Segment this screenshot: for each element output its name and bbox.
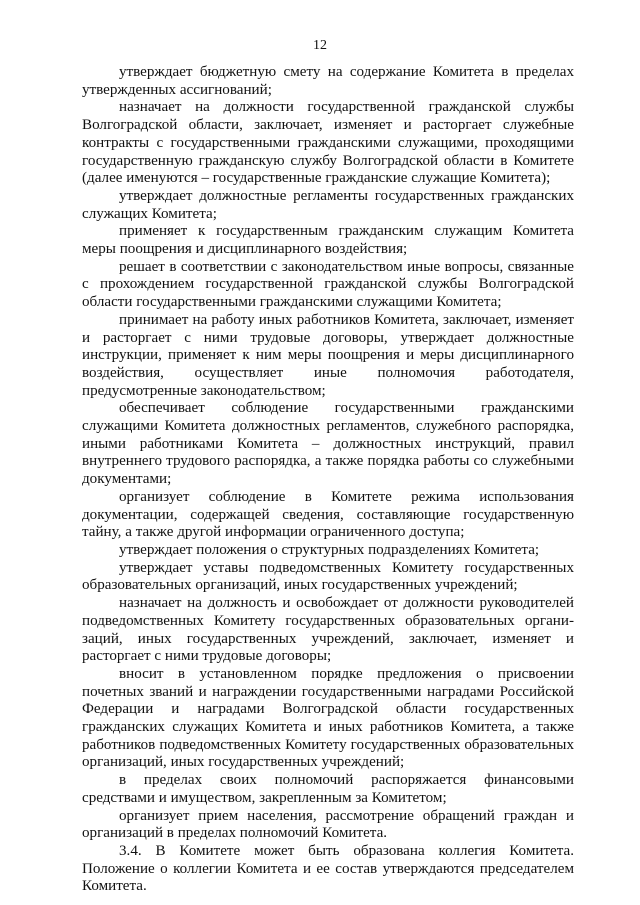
paragraph: организует соблюдение в Комитете режима использования документации, содержащей сведения, составляющие государственную тайну, а также другой информации ограниченного доступа; [82, 488, 574, 541]
paragraph: назначает на должность и освобождает от должности руководителей подведомственных Комитету государственных образовательных организаций, иных государственных учреждений, заключает, изменяет и расторгает с ними трудовые договоры; [82, 595, 574, 665]
paragraph: решает в соответствии с законодательством иные вопросы, связанные с прохождением государственной гражданской службы Волгоградской области государственными гражданскими служащими Комитета; [82, 258, 574, 311]
paragraph: утверждает положения о структурных подразделениях Комитета; [119, 541, 540, 558]
paragraph: утверждает уставы подведомственных Комитету государственных образовательных организаций, иных государственных учреждений; [82, 559, 574, 594]
paragraph: организует прием населения, рассмотрение обращений граждан и организаций в пределах полномочий Комитета. [82, 807, 574, 842]
page-number: 12 [313, 38, 327, 53]
paragraph: утверждает бюджетную смету на содержание Комитета в пределах утвержденных ассигнований; [82, 64, 574, 98]
paragraph: в пределах своих полномочий распоряжается финансовыми средствами и имуществом, закрепленным за Комитетом; [82, 772, 574, 806]
paragraph: принимает на работу иных работников Комитета, заключает, изменяет и расторгает с ними трудовые договоры, утверждает должностные инструкции, применяет к ним меры поощрения и меры дисциплинарного воздействия, осуществляет иные полномочия работодателя, предусмотренные законодательством; [82, 311, 574, 399]
paragraph: назначает на должности государственной гражданской службы Волгоградской области, заключает, изменяет и расторгает служебные контракты с государственными гражданскими служащими, проходящими государственную гражданскую службу Волгоградской области в Комитете (далее именуются – государственные гражданские служащие Комитета); [82, 99, 574, 187]
paragraph: вносит в установленном порядке предложения о присвоении почетных званий и награждении государственными наградами Российской Федерации и наградами Волгоградской области государственных гражданских служащих Комитета и иных работников Комитета, а также работников подведомственных Комитету государственных образовательных организаций, иных государственных учреждений; [82, 665, 574, 771]
paragraph: обеспечивает соблюдение государственными гражданскими служащими Комитета должностных регламентов, служебного распорядка, иными работниками Комитета – должностных инструкций, правил внутреннего трудового распорядка, а также порядка работы со служебными документами; [82, 400, 574, 488]
paragraph: применяет к государственным гражданским служащим Комитета меры поощрения и дисциплинарного воздействия; [82, 223, 574, 258]
paragraph: утверждает должностные регламенты государственных гражданских служащих Комитета; [82, 187, 574, 222]
section-paragraph: 3.4. В Комитете может быть образована коллегия Комитета. Положение о коллегии Комитета и ее состав утверждаются председателем Комитета. [82, 842, 574, 895]
document-body [82, 64, 574, 896]
